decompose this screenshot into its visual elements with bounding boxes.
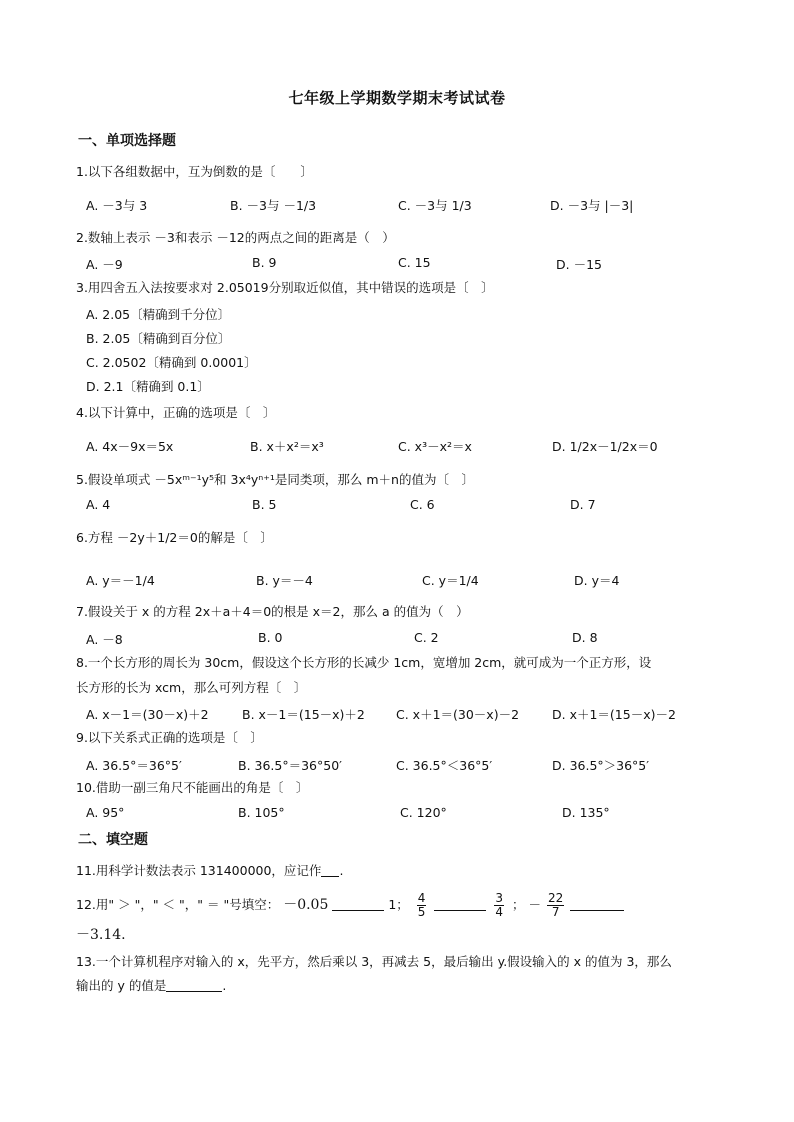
q10-option-a[interactable]: A. 95° [86, 805, 125, 820]
question-3-stem: 3.用四舍五入法按要求对 2.05019分别取近似值，其中错误的选项是〔 〕 [76, 280, 494, 295]
q10-option-c[interactable]: C. 120° [400, 805, 447, 820]
q2-option-b[interactable]: B. 9 [252, 255, 277, 270]
q12-fraction-3-denominator: 7 [551, 905, 560, 919]
q4-option-a[interactable]: A. 4x－9x＝5x [86, 439, 174, 454]
q12-value-2: 1； [388, 897, 409, 912]
q12-fraction-1-numerator: 4 [417, 891, 426, 905]
q12-separator: ； [512, 897, 525, 912]
question-2-options [86, 255, 726, 281]
q12-fraction-1 [417, 892, 427, 919]
q13-end: . [222, 978, 227, 993]
q8-option-a[interactable]: A. x－1＝(30－x)＋2 [86, 707, 209, 722]
page-title: 七年级上学期数学期末考试试卷 [288, 89, 506, 107]
q4-option-b[interactable]: B. x＋x²＝x³ [250, 439, 324, 454]
q3-option-d[interactable]: D. 2.1〔精确到 0.1〕 [86, 379, 210, 394]
q7-option-a[interactable]: A. －8 [86, 632, 123, 647]
q1-option-b[interactable]: B. －3与 －1/3 [230, 198, 317, 213]
question-4-options [86, 437, 726, 463]
q5-option-a[interactable]: A. 4 [86, 497, 111, 512]
question-5-options [86, 497, 726, 523]
q12-fraction-3-numerator: 22 [548, 891, 564, 905]
q5-option-c[interactable]: C. 6 [410, 497, 435, 512]
question-8-stem-line2: 长方形的长为 xcm，那么可列方程〔 〕 [76, 680, 307, 695]
q1-option-c[interactable]: C. －3与 1/3 [398, 198, 472, 213]
question-9-stem: 9.以下关系式正确的选项是〔 〕 [76, 730, 263, 745]
question-1-options [86, 196, 726, 222]
q11-text: 11.用科学计数法表示 131400000，应记作 [76, 863, 322, 878]
question-2-stem: 2.数轴上表示 －3和表示 －12的两点之间的距离是（ ） [76, 230, 395, 245]
question-6-options [86, 571, 726, 597]
q12-value-1: －0.05 [283, 897, 329, 913]
q5-option-b[interactable]: B. 5 [252, 497, 277, 512]
q6-option-b[interactable]: B. y＝－4 [256, 573, 313, 588]
q12-blank-2[interactable] [434, 896, 486, 911]
question-8-stem-line1: 8.一个长方形的周长为 30cm，假设这个长方形的长减少 1cm，宽增加 2cm，就可成为一个正方形，设 [76, 655, 652, 670]
q12-fraction-2 [494, 892, 504, 919]
q5-option-d[interactable]: D. 7 [570, 497, 596, 512]
q12-fraction-3 [547, 892, 564, 919]
q9-option-b[interactable]: B. 36.5°＝36°50′ [238, 758, 343, 773]
q8-option-c[interactable]: C. x＋1＝(30－x)－2 [396, 707, 520, 722]
section-heading-choice: 一、单项选择题 [78, 133, 176, 149]
q11-answer-blank[interactable] [321, 862, 339, 877]
q2-option-d[interactable]: D. －15 [556, 257, 602, 272]
q6-option-a[interactable]: A. y＝－1/4 [86, 573, 155, 588]
q12-minus: － [528, 897, 542, 912]
q7-option-d[interactable]: D. 8 [572, 630, 598, 645]
q7-option-b[interactable]: B. 0 [258, 630, 283, 645]
q2-option-c[interactable]: C. 15 [398, 255, 431, 270]
section-heading-fill: 二、填空题 [78, 832, 148, 848]
q12-fraction-1-denominator: 5 [417, 905, 426, 919]
q12-blank-3[interactable] [570, 896, 624, 911]
q3-option-a[interactable]: A. 2.05〔精确到千分位〕 [86, 307, 231, 322]
question-5-stem: 5.假设单项式 －5xᵐ⁻¹y⁵和 3x⁴yⁿ⁺¹是同类项，那么 m＋n的值为〔 〕 [76, 472, 474, 487]
question-6-stem: 6.方程 －2y＋1/2＝0的解是〔 〕 [76, 530, 273, 545]
question-1-stem: 1.以下各组数据中，互为倒数的是〔 〕 [76, 164, 313, 179]
q12-continuation: －3.14. [76, 927, 126, 943]
q2-option-a[interactable]: A. －9 [86, 257, 123, 272]
q9-option-c[interactable]: C. 36.5°＜36°5′ [396, 758, 493, 773]
q6-option-d[interactable]: D. y＝4 [574, 573, 620, 588]
q13-text: 输出的 y 的值是 [76, 978, 167, 993]
q10-option-b[interactable]: B. 105° [238, 805, 285, 820]
q6-option-c[interactable]: C. y＝1/4 [422, 573, 479, 588]
q9-option-a[interactable]: A. 36.5°＝36°5′ [86, 758, 182, 773]
q12-fraction-2-denominator: 4 [495, 905, 504, 919]
question-13-line2 [76, 977, 226, 995]
q7-option-c[interactable]: C. 2 [414, 630, 439, 645]
q12-label: 12.用" ＞ "，" ＜ "，" ＝ "号填空： [76, 897, 280, 912]
q10-option-d[interactable]: D. 135° [562, 805, 610, 820]
q1-option-d[interactable]: D. －3与 |－3| [550, 198, 634, 213]
q3-option-c[interactable]: C. 2.0502〔精确到 0.0001〕 [86, 355, 257, 370]
question-12 [76, 890, 624, 920]
question-7-options [86, 630, 726, 656]
q3-option-b[interactable]: B. 2.05〔精确到百分位〕 [86, 331, 231, 346]
question-11 [76, 862, 343, 880]
question-10-stem: 10.借助一副三角尺不能画出的角是〔 〕 [76, 780, 309, 795]
question-4-stem: 4.以下计算中，正确的选项是〔 〕 [76, 405, 276, 420]
q8-option-b[interactable]: B. x－1＝(15－x)＋2 [242, 707, 365, 722]
q12-blank-1[interactable] [332, 896, 384, 911]
q11-end: . [339, 863, 344, 878]
question-7-stem: 7.假设关于 x 的方程 2x＋a＋4＝0的根是 x＝2，那么 a 的值为（ ） [76, 604, 469, 619]
q1-option-a[interactable]: A. －3与 3 [86, 198, 148, 213]
q4-option-d[interactable]: D. 1/2x－1/2x＝0 [552, 439, 658, 454]
q12-fraction-2-numerator: 3 [495, 891, 504, 905]
question-13-line1: 13.一个计算机程序对输入的 x，先平方，然后乘以 3，再减去 5，最后输出 y.假设输入的 x 的值为 3，那么 [76, 954, 672, 969]
q9-option-d[interactable]: D. 36.5°＞36°5′ [552, 758, 650, 773]
q4-option-c[interactable]: C. x³－x²＝x [398, 439, 472, 454]
q8-option-d[interactable]: D. x＋1＝(15－x)－2 [552, 707, 676, 722]
question-8-options [86, 705, 726, 731]
question-10-options [86, 805, 726, 831]
q13-answer-blank[interactable] [166, 977, 222, 992]
